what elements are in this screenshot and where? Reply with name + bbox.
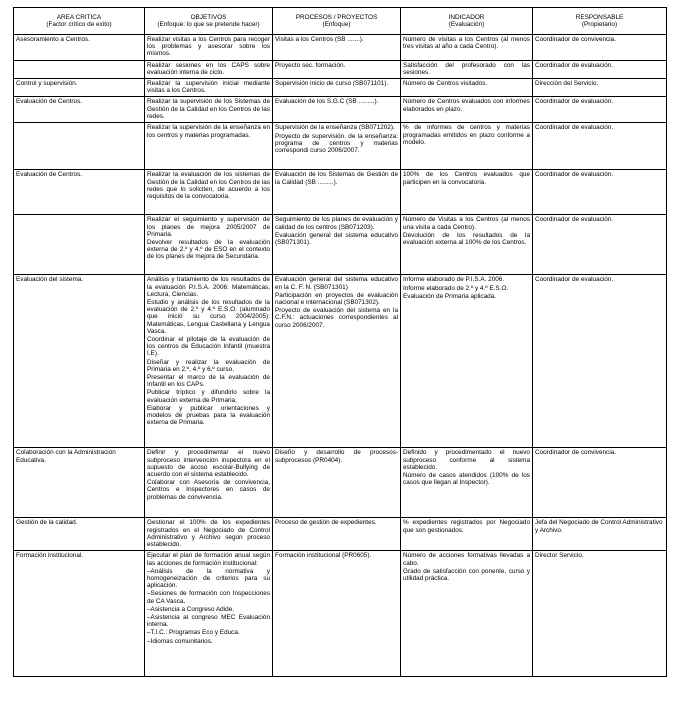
responsable-cell [533,79,667,97]
objetivo-entry: –Asistencia a Congreso Adide. [147,605,235,613]
procesos-header [273,8,401,35]
procesos-entry: Formación institucional (PR0605). [275,552,372,560]
indicador-entry: Número de Centros visitados. [403,80,488,88]
table-row [14,60,667,78]
responsable-text: Director Servicio. [535,552,584,560]
area-critica-header [14,8,145,35]
objetivo-entry: Estudio y análisis de los resultados de la evaluación de 2.º y 4.º E.S.O. (alumnado que inició su curso 2004/2005): Matemáticas, Lengua Castellana y Lengua Vasca. [147,299,270,335]
header-row [14,8,667,35]
procesos-entry: Visitas a los Centros (SB .......). [275,36,364,43]
table-row [14,35,667,61]
indicador-entry: Satisfacción del profesorado con las sesiones. [403,61,530,76]
objetivo-entry: Realizar el seguimiento y supervisión de los planes de mejora 2005/2007 de Primaria. [147,216,270,238]
procesos-entry: Supervisión inicio de curso (SB071101). [275,80,389,88]
objetivo-entry: –T.I.C.: Programas Eco y Educa. [147,629,240,637]
procesos-cell [273,551,401,677]
procesos-entry: Diseño y desarrollo de procesos-subprocesos (PR0404). [275,449,398,464]
header-title: RESPONSABLE [575,13,624,21]
procesos-cell [273,448,401,518]
area-cell [14,551,145,677]
responsable-header [533,8,667,35]
objetivo-entry: Realizar visitas a los Centros para recoger los problemas y asesorar sobre los mismos. [147,36,270,58]
objetivo-entry: –Análisis de la normativa y homogeneización de criterios para su aplicación. [147,567,270,590]
header-subtitle: (Enfoque) [322,21,351,28]
objetivo-cell [145,79,273,97]
area-text: Gestión de la calidad. [16,519,78,527]
header-subtitle: (Propietario) [581,21,618,28]
indicador-cell [401,79,533,97]
objetivos-header [145,8,273,35]
objetivo-cell [145,35,273,61]
area-cell [14,518,145,551]
procesos-entry: Evaluación general del sistema educativo (SB071301). [275,231,398,247]
area-cell [14,215,145,275]
indicador-cell [401,97,533,123]
responsable-text: Coordinador de evaluación. [535,171,614,179]
table-row [14,275,667,448]
area-cell [14,170,145,215]
responsable-text: Coordinador de evaluación. [535,276,614,284]
objetivo-entry: Elaborar y publicar orientaciones y modelos de pruebas para la evaluación externa de Primaria. [147,404,270,427]
indicador-cell [401,215,533,275]
objetivo-cell [145,97,273,123]
table-row [14,79,667,97]
indicador-cell [401,518,533,551]
objectives-table [13,7,667,677]
area-cell [14,60,145,78]
area-text: Evaluación del sistema. [16,276,84,284]
area-cell [14,448,145,518]
responsable-cell [533,215,667,275]
objetivo-entry: Realizar la supervisión de los Sistemas de Gestión de la Calidad en los Centros de las redes. [147,98,270,120]
indicador-cell [401,60,533,78]
area-text: Formación institucional. [16,552,84,560]
objetivo-entry: Publicar tríptico y difundirlo sobre la evaluación externa de Primaria. [147,389,270,404]
indicador-entry: Informe elaborado de P.I.S.A. 2006. [403,276,505,284]
indicador-entry: Número de Visitas a los Centros (al menos una visita a cada Centro). [403,216,530,231]
responsable-cell [533,97,667,123]
objetivo-cell [145,518,273,551]
indicador-cell [401,275,533,448]
indicador-entry: 100% de los Centros evaluados que participen en la convocatoria. [403,171,530,186]
objetivo-entry: Definir y procedimentar el nuevo subproceso intervención inspectora en el supuesto de acoso escolar-Bullying de acuerdo con el sistema establecido. [147,449,270,479]
procesos-entry: Evaluación de los S.G.C (SB .........). [275,98,379,106]
area-cell [14,275,145,448]
indicador-entry: Devolución de los resultados de la evaluación externa al 100% de los Centros. [403,231,530,247]
procesos-entry: Evaluación general del sistema educativo en la C. F. N. (SB071301) [275,276,398,291]
responsable-cell [533,448,667,518]
objetivo-entry: –Asistencia al congreso MEC Evaluación interna. [147,614,270,629]
indicador-cell [401,123,533,170]
area-text: Evaluación de Centros. [16,171,83,179]
area-cell [14,97,145,123]
procesos-cell [273,97,401,123]
area-cell [14,79,145,97]
procesos-cell [273,275,401,448]
table-row [14,123,667,170]
responsable-cell [533,518,667,551]
responsable-text: Coordinador de convivencia. [535,449,616,457]
objetivo-entry: Colaborar con Asesoría de convivencia, Centros e Inspectores en casos de problemas de convivencia. [147,479,270,501]
objetivo-entry: Coordinar el pilotaje de la evaluación de los centros de Educación Infantil (muestra I.E). [147,336,270,358]
table-row [14,215,667,275]
indicador-cell [401,551,533,677]
area-text: Control y supervisión. [16,80,78,88]
objetivo-entry: Realizar la evaluación de los sistemas de Gestión de la Calidad en los Centros de las redes que lo soliciten, de acuerdo a los requisitos de la convocatoria. [147,171,270,201]
area-text: Asesoramiento a Centros. [16,36,90,43]
indicador-entry: Número de visitas a los Centros (al menos tres visitas al año a cada Centro). [403,36,530,51]
objetivo-cell [145,448,273,518]
indicador-entry: Evaluación de Primaria aplicada. [403,292,497,300]
indicador-entry: % expedientes registrados por Negociado que son gestionados. [403,519,530,534]
responsable-text: Jefa del Negociado de Control Administrativo y Archivo. [535,519,663,534]
header-title: PROCESOS / PROYECTOS [295,13,378,21]
objetivo-cell [145,123,273,170]
indicador-entry: Grado de satisfacción con ponente, curso y utilidad práctica. [403,567,530,583]
procesos-entry: Proyecto sec. formación. [275,61,346,69]
procesos-entry: Participación en proyectos de evaluación nacional e internacional (SB071302). [275,291,398,307]
procesos-cell [273,123,401,170]
table-row [14,97,667,123]
procesos-cell [273,518,401,551]
responsable-text: Coordinador de evaluación. [535,124,614,132]
objetivo-cell [145,275,273,448]
indicador-cell [401,448,533,518]
header-subtitle: (Enfoque: lo que se pretende hacer) [157,21,260,28]
procesos-cell [273,79,401,97]
procesos-entry: Proyecto de supervisión. de la enseñanza: programa de centros y materias correspondi curso 2006/2007. [275,132,398,155]
table-row [14,170,667,215]
indicador-entry: Definido y procedimentado el nuevo subproceso conforme al sistema establecido. [403,449,530,471]
table-row [14,551,667,677]
responsable-cell [533,170,667,215]
objetivo-entry: –Idiomas comunitarios. [147,637,213,645]
indicador-entry: Número de acciones formativas llevadas a cabo. [403,552,530,567]
indicador-cell [401,35,533,61]
objetivo-entry: Diseñar y realizar la evaluación de Primaria en 2.º, 4.º y 6.º curso. [147,358,270,373]
indicador-cell [401,170,533,215]
objetivo-cell [145,170,273,215]
objetivo-cell [145,215,273,275]
procesos-cell [273,170,401,215]
objetivo-entry: Realizar sesiones en los CAPS sobre evaluación interna de ciclo. [147,61,270,76]
indicador-entry: Informe elaborado de 2.º y 4.º E.S.O. [403,284,509,292]
table-body [14,35,667,677]
indicador-entry: Número de Centros evaluados con informes elaborados en plazo. [403,98,530,113]
responsable-text: Coordinador de evaluación. [535,216,614,224]
objetivo-entry: Presentar el marco de la evaluación de Infantil en los CAPs. [147,374,270,389]
header-title: INDICADOR [448,13,485,21]
indicador-header [401,8,533,35]
responsable-cell [533,123,667,170]
procesos-entry: Supervisión de la enseñanza (SB071202). [275,124,395,132]
procesos-cell [273,60,401,78]
responsable-text: Coordinador de convivencia. [535,36,616,43]
table-row [14,518,667,551]
objetivo-cell [145,60,273,78]
procesos-entry: Seguimiento de los planes de evaluación y calidad de los centros (SB071203). [275,216,398,231]
objetivo-entry: Realizar la supervisión inicial mediante visitas a los Centros. [147,80,270,95]
objetivo-cell [145,551,273,677]
area-cell [14,123,145,170]
procesos-entry: Evaluación de los Sistemas de Gestión de la Calidad (SB .........). [275,171,398,186]
header-title: AREA CRITICA [56,13,102,21]
objetivo-entry: Análisis y tratamiento de los resultados de la evaluación P.I.S.A. 2006: Matemáticas, Lectura, Ciencias. [147,276,270,298]
responsable-text: Coordinador de evaluación. [535,61,614,69]
procesos-entry: Proceso de gestión de expedientes. [275,519,377,527]
header-subtitle: (Factor crítico de exito) [46,21,112,28]
objetivo-entry: Ejecutar el plan de formación anual según las acciones de formación institucional: [147,552,270,567]
objetivo-entry: Devolver resultados de la evaluación externa de 2.º y 4.º de ESO en el contexto de los planes de mejora de Secundaria. [147,239,270,261]
table-row [14,448,667,518]
procesos-cell [273,35,401,61]
objetivo-entry: –Sesiones de formación con Inspecciones de CA Vasca. [147,590,270,605]
indicador-entry: Número de casos atendidos (100% de los casos que llegan al Inspector). [403,472,530,487]
area-text: Evaluación de Centros. [16,98,83,106]
header-subtitle: (Evaluación) [448,21,485,28]
table-header [14,8,667,35]
procesos-cell [273,215,401,275]
responsable-cell [533,35,667,61]
responsable-text: Dirección del Servicio. [535,80,599,88]
area-cell [14,35,145,61]
responsable-text: Coordinador de evaluación. [535,98,614,106]
responsable-cell [533,275,667,448]
responsable-cell [533,551,667,677]
indicador-entry: % de informes de centros y materias programadas emitidos en plazo conforme a modelo. [403,124,530,146]
procesos-entry: Proyecto de evaluación del sistema en la C.F.N.: actuaciones correspondientes al curso 2006/2007. [275,307,398,329]
objetivo-entry: Realizar la supervisión de la enseñanza en los centros y materias programadas. [147,124,270,139]
objetivo-entry: Gestionar el 100% de los expedientes registrados en el Negociado de Control Administrativo y Archivo según proceso establecido. [147,519,270,549]
responsable-cell [533,60,667,78]
header-title: OBJETIVOS [190,13,227,21]
area-text: Colaboración con la Administración Educativa. [16,449,116,464]
